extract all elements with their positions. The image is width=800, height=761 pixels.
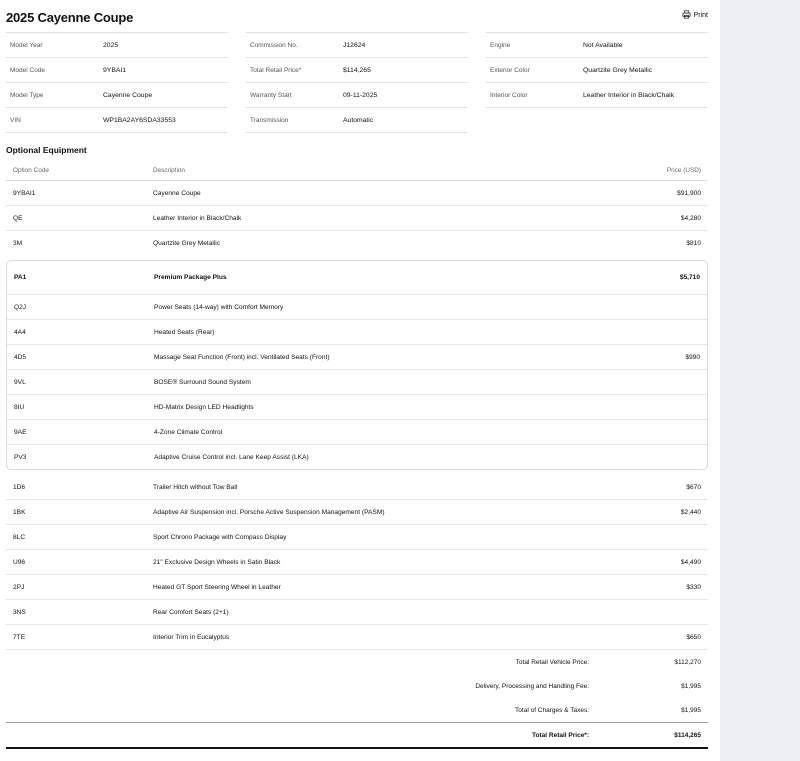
spec-row-interior-color bbox=[486, 83, 708, 108]
table-row bbox=[6, 550, 708, 575]
option-code: QE bbox=[13, 214, 23, 222]
optional-equipment-heading: Optional Equipment bbox=[6, 145, 87, 155]
column-header-code: Option Code bbox=[13, 166, 49, 174]
print-label: Print bbox=[693, 12, 708, 19]
option-code: 2PJ bbox=[13, 583, 25, 591]
option-code: 9AE bbox=[14, 428, 27, 436]
option-description: Trailer Hitch without Tow Ball bbox=[153, 483, 238, 491]
option-description: Sport Chrono Package with Compass Display bbox=[153, 533, 287, 541]
option-description: Cayenne Coupe bbox=[153, 189, 201, 197]
option-code: 3NS bbox=[13, 608, 26, 616]
total-row-charges-taxes bbox=[6, 698, 708, 722]
spec-value: 09-11-2025 bbox=[343, 91, 378, 99]
spec-value: 9YBAI1 bbox=[103, 66, 127, 74]
package-item-row bbox=[7, 445, 707, 469]
option-description: Heated Seats (Rear) bbox=[154, 328, 215, 336]
option-code: U96 bbox=[13, 558, 26, 566]
option-code: PV3 bbox=[14, 453, 27, 461]
table-row bbox=[6, 600, 708, 625]
spec-label: Engine bbox=[490, 41, 511, 49]
package-item-row bbox=[7, 395, 707, 420]
premium-package-group bbox=[6, 260, 708, 470]
option-description: Rear Comfort Seats (2+1) bbox=[153, 608, 229, 616]
spec-row-commission bbox=[246, 32, 468, 58]
side-panel bbox=[720, 0, 800, 761]
option-price: $810 bbox=[686, 239, 701, 247]
package-price: $5,710 bbox=[679, 274, 700, 281]
spec-label: Commission No. bbox=[250, 41, 298, 49]
table-row bbox=[6, 525, 708, 550]
option-price: $91,900 bbox=[677, 189, 701, 197]
total-value: $112,270 bbox=[674, 658, 701, 666]
spec-value: Automatic bbox=[343, 116, 374, 124]
total-value: $1,995 bbox=[681, 706, 701, 714]
package-item-row bbox=[7, 320, 707, 345]
spec-label: Warranty Start bbox=[250, 91, 292, 99]
option-description: Heated GT Sport Steering Wheel in Leather bbox=[153, 583, 281, 591]
spec-value: J12624 bbox=[343, 41, 366, 49]
spec-row-warranty-start bbox=[246, 83, 468, 108]
option-description: Adaptive Air Suspension incl. Porsche Active Suspension Management (PASM) bbox=[153, 508, 385, 516]
spec-label: Exterior Color bbox=[490, 66, 530, 74]
specs-column-1 bbox=[6, 32, 228, 133]
spec-label: Total Retail Price* bbox=[250, 66, 302, 74]
spec-label: Transmission bbox=[250, 116, 289, 124]
package-item-row bbox=[7, 420, 707, 445]
spec-row-transmission bbox=[246, 108, 468, 133]
option-description: 21" Exclusive Design Wheels in Satin Black bbox=[153, 558, 281, 566]
option-price: $330 bbox=[686, 583, 701, 591]
spec-value: 2025 bbox=[103, 41, 119, 49]
spec-value: WP1BA2AY6SDA33553 bbox=[103, 116, 176, 124]
option-price: $670 bbox=[686, 483, 701, 491]
option-price: $650 bbox=[686, 633, 701, 641]
table-row bbox=[6, 500, 708, 525]
option-description: Leather Interior in Black/Chalk bbox=[153, 214, 242, 222]
table-row bbox=[6, 575, 708, 600]
table-row bbox=[6, 231, 708, 255]
option-description: HD-Matrix Design LED Headlights bbox=[154, 403, 254, 411]
option-code: 3M bbox=[13, 239, 23, 247]
spec-label: Interior Color bbox=[490, 91, 528, 99]
vehicle-specs bbox=[6, 32, 708, 133]
spec-label: Model Type bbox=[10, 91, 44, 99]
printer-icon bbox=[682, 10, 691, 21]
column-header-description: Description bbox=[153, 166, 185, 174]
spec-label: Model Year bbox=[10, 41, 43, 49]
price-totals bbox=[6, 650, 708, 749]
specs-column-3 bbox=[486, 32, 708, 133]
option-price: $990 bbox=[685, 353, 700, 361]
spec-row-exterior-color bbox=[486, 58, 708, 83]
page-title: 2025 Cayenne Coupe bbox=[6, 10, 134, 25]
option-price: $4,280 bbox=[680, 214, 701, 222]
total-label: Total Retail Price*: bbox=[532, 731, 589, 739]
total-value: $1,995 bbox=[681, 682, 701, 690]
option-code: 4D5 bbox=[14, 353, 27, 361]
option-price: $4,490 bbox=[680, 558, 701, 566]
table-row bbox=[6, 181, 708, 206]
spec-row-vin bbox=[6, 108, 228, 133]
equipment-table bbox=[6, 160, 708, 749]
spec-value: Cayenne Coupe bbox=[103, 91, 153, 99]
table-row bbox=[6, 475, 708, 500]
column-header-price: Price (USD) bbox=[666, 166, 701, 174]
spec-value: Not Available bbox=[583, 41, 623, 49]
print-button[interactable] bbox=[682, 10, 708, 21]
option-code: 8LC bbox=[13, 533, 26, 541]
table-row bbox=[6, 206, 708, 231]
package-item-row bbox=[7, 370, 707, 395]
option-description: Massage Seat Function (Front) incl. Ventilated Seats (Front) bbox=[154, 353, 330, 361]
spec-value: $114,265 bbox=[343, 66, 371, 74]
total-label: Total of Charges & Taxes: bbox=[515, 706, 589, 714]
option-code: 1D6 bbox=[13, 483, 26, 491]
option-code: 4A4 bbox=[14, 328, 26, 336]
spec-row-model-code bbox=[6, 58, 228, 83]
option-description: Adaptive Cruise Control incl. Lane Keep Assist (LKA) bbox=[154, 453, 309, 461]
package-item-row bbox=[7, 345, 707, 370]
specs-column-2 bbox=[246, 32, 468, 133]
option-description: BOSE® Surround Sound System bbox=[154, 378, 251, 386]
option-description: Power Seats (14-way) with Comfort Memory bbox=[154, 303, 284, 311]
package-code: PA1 bbox=[14, 274, 27, 281]
option-price: $2,440 bbox=[680, 508, 701, 516]
option-code: Q2J bbox=[14, 303, 27, 311]
option-code: 9VL bbox=[14, 378, 26, 386]
package-description: Premium Package Plus bbox=[154, 274, 227, 281]
total-label: Total Retail Vehicle Price: bbox=[515, 658, 589, 666]
spec-value: Quartzite Grey Metallic bbox=[583, 66, 653, 74]
option-code: 7TE bbox=[13, 633, 26, 641]
table-header bbox=[6, 160, 708, 181]
spec-value: Leather Interior in Black/Chalk bbox=[583, 91, 675, 99]
spec-label: VIN bbox=[10, 116, 21, 124]
package-header-row bbox=[7, 261, 707, 295]
option-description: Interior Trim in Eucalyptus bbox=[153, 633, 230, 641]
option-description: Quartzite Grey Metallic bbox=[153, 239, 221, 247]
spec-row-total-price bbox=[246, 58, 468, 83]
total-label: Delivery, Processing and Handling Fee: bbox=[475, 682, 589, 690]
option-code: 9YBAI1 bbox=[13, 189, 36, 197]
spec-row-engine bbox=[486, 32, 708, 58]
total-row-retail-price bbox=[6, 722, 708, 749]
total-row-delivery-fee bbox=[6, 674, 708, 698]
option-description: 4-Zone Climate Control bbox=[154, 428, 223, 436]
spec-row-model-year bbox=[6, 32, 228, 58]
total-value: $114,265 bbox=[674, 731, 701, 739]
spec-row-model-type bbox=[6, 83, 228, 108]
total-row-vehicle-price bbox=[6, 650, 708, 674]
option-code: 8IU bbox=[14, 403, 25, 411]
option-code: 1BK bbox=[13, 508, 26, 516]
package-item-row bbox=[7, 295, 707, 320]
spec-label: Model Code bbox=[10, 66, 46, 74]
table-row bbox=[6, 625, 708, 650]
